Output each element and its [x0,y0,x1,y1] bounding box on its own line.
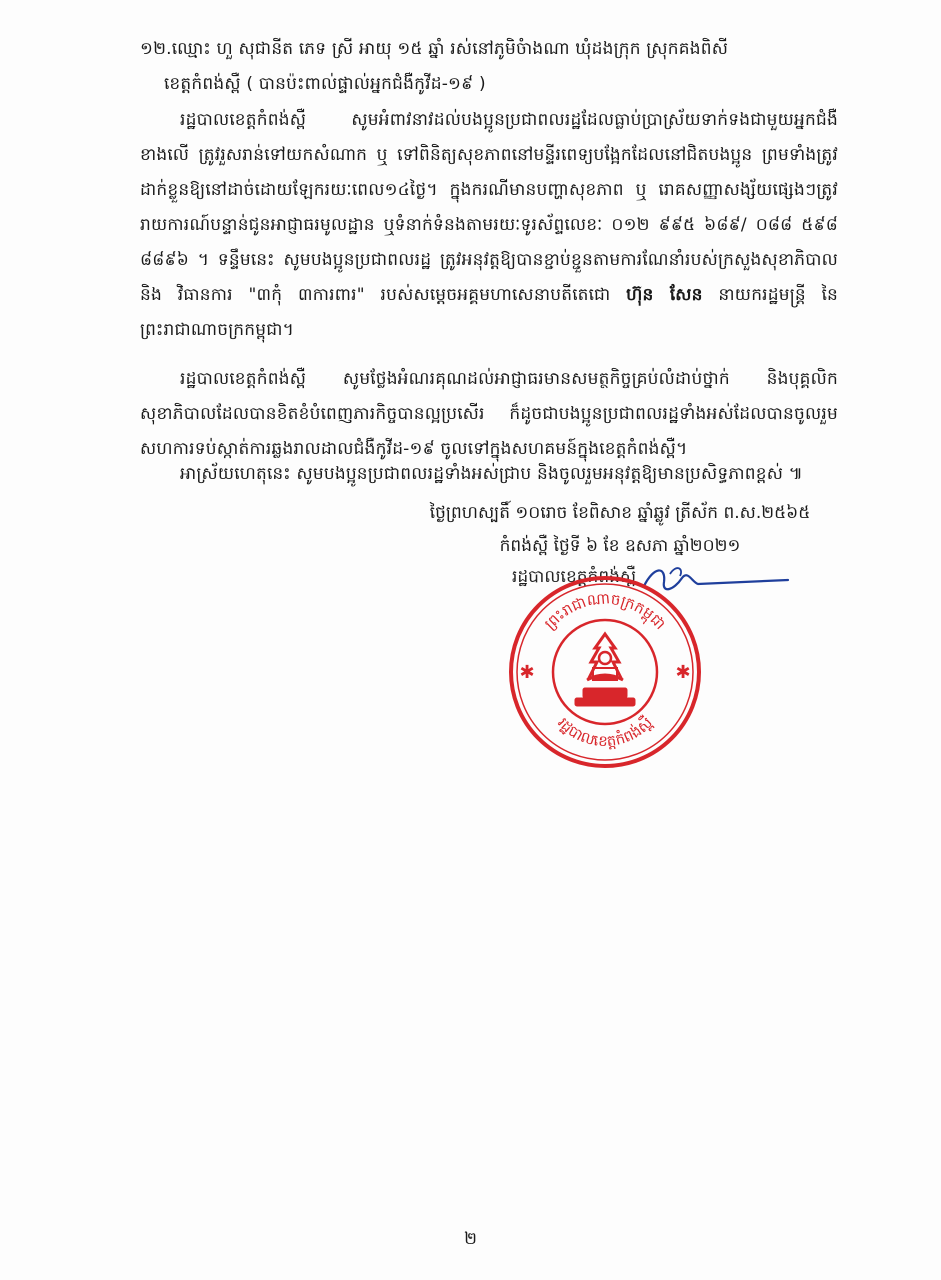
signer-title: រដ្ឋបាលខេត្តកំពង់ស្ពឺ [512,567,637,587]
closing-paragraph: អាស្រ័យហេតុនេះ សូមបងប្អូនប្រជាពលរដ្ឋទាំងអស់ជ្រាប និងចូលរួមអនុវត្តឱ្យមានប្រសិទ្ធភាពខ្ពស់ ៕ [180,464,804,484]
appeal-text-end: នាយករដ្ឋមន្ត្រី នៃព្រះរាជាណាចក្រកម្ពុជា។ [140,285,838,340]
seal-bottom-text: រដ្ឋបាលខេត្តកំពង់ស្ពឺ [553,713,657,751]
solar-date: កំពង់ស្ពឺ ថ្ងៃទី ៦ ខែ ឧសភា ឆ្នាំ២០២១ [499,536,741,556]
official-seal [505,572,705,772]
page-number: ២ [464,1229,477,1249]
seal-top-text: ព្រះរាជាណាចក្រកម្ពុជា [540,589,670,634]
appeal-paragraph [140,103,838,348]
item-12-entry [140,32,838,102]
seal-star-right-icon [675,662,690,683]
seal-star-left-icon [519,662,534,683]
item-12-line-2: ខេត្តកំពង់ស្ពឺ ( បានប៉ះពាល់ផ្ទាល់អ្នកជំងឺកូវីដ-១៩ ) [164,74,486,94]
date-block [400,497,840,563]
item-12-line-1: ១២.ឈ្មោះ ហួ សុជានីត ភេទ ស្រី អាយុ ១៥ ឆ្នាំ រស់នៅភូមិចំាងណា ឃុំដងក្រុក ស្រុកគងពិសី [140,39,729,59]
gratitude-paragraph: រដ្ឋបាលខេត្តកំពង់ស្ពឺ សូមថ្លែងអំណរគុណដល់អាជ្ញាធរមានសមត្ថកិច្ចគ្រប់លំដាប់ថ្នាក់ និងបុគ្គលិកសុខាភិបាលដែលបានខិតខំបំពេញភារកិច្ចបានល្អប្រសើរ ក៏ដូចជាបងប្អូនប្រជាពលរដ្ឋទាំងអស់ដែលបានចូលរួមសហការទប់ស្កាត់ការឆ្លងរាលដាលជំងឺកូវីដ-១៩ ចូលទៅក្នុងសហគមន៍ក្នុងខេត្តកំពង់ស្ពឺ។ [140,369,838,459]
svg-text:✱: ✱ [519,662,535,683]
svg-text:✱: ✱ [675,662,691,683]
seal-emblem-icon [575,634,635,706]
prime-minister-name: ហ៊ុន សែន [626,285,703,305]
appeal-text: រដ្ឋបាលខេត្តកំពង់ស្ពឺ សូមអំពាវនាវដល់បងប្អូនប្រជាពលរដ្ឋដែលធ្លាប់ប្រាស្រ័យទាក់ទងជាមួយអ្នកជំងឺខាងលើ ត្រូវរួសរាន់ទៅយកសំណាក ឬ ទៅពិនិត្យសុខភាពនៅមន្ទីរពេទ្យបង្អែកដែលនៅជិតបងប្អូន ព្រមទាំងត្រូវដាក់ខ្លួនឱ្យនៅដាច់ដោយឡែករយៈពេល១៤ថ្ងៃ។ ក្នុងករណីមានបញ្ហាសុខភាព ឬ រោគសញ្ញាសង្ស័យផ្សេងៗត្រូវរាយការណ៍បន្ទាន់ជូនអាជ្ញាធរមូលដ្ឋាន ឬទំនាក់ទំនងតាមរយៈទូរស័ព្ទលេខៈ ០១២ ៩៩៥ ៦៨៩/ ០៨៨ ៥៩៨ ៨៨៩៦ ។ ទន្ទឹមនេះ សូមបងប្អូនប្រជាពលរដ្ឋ ត្រូវអនុវត្តឱ្យបានខ្ជាប់ខ្ជួនតាមការណែនាំរបស់ក្រសួងសុខាភិបាល និង វិធានការ "៣កុំ ៣ការពារ" របស់សម្តេចអគ្គមហាសេនាបតីតេជោ [140,110,838,305]
lunar-date: ថ្ងៃព្រហស្បតិ៍ ១០រោច ខែពិសាខ ឆ្នាំឆ្លូវ ត្រីស័ក ព.ស.២៥៦៥ [429,503,811,523]
